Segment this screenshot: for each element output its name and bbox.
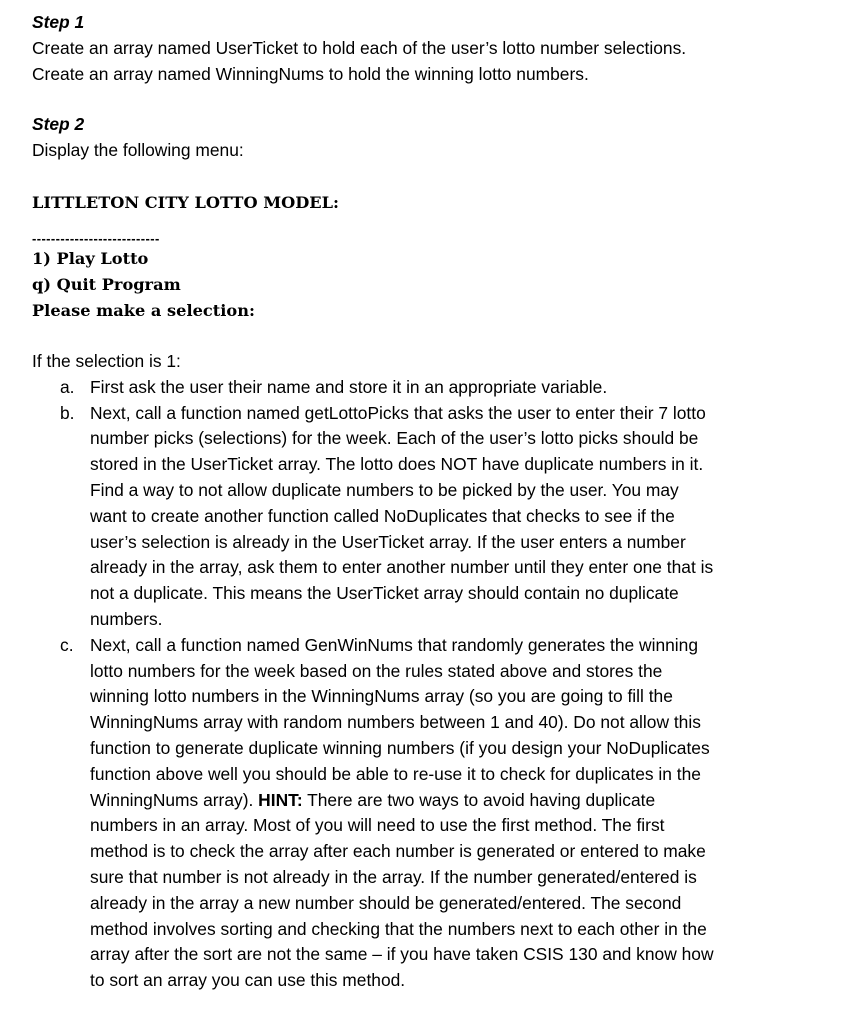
list-line: Next, call a function named GenWinNums that randomly generates the winning <box>90 634 699 655</box>
list-line: function to generate duplicate winning numbers (if you design your NoDuplicates <box>90 737 710 758</box>
list-line: already in the array a new number should be generated/entered. The second <box>90 892 682 913</box>
list-line: Next, call a function named getLottoPicks that asks the user to enter their 7 lotto <box>90 402 706 423</box>
list-line: stored in the UserTicket array. The lotto does NOT have duplicate numbers in it. <box>90 454 704 475</box>
list-marker: a. <box>60 376 75 397</box>
step1-heading: Step 1 <box>32 12 85 32</box>
menu-option-quit: q) Quit Program <box>32 274 181 294</box>
list-line: lotto numbers for the week based on the rules stated above and stores the <box>90 660 663 681</box>
list-item-b <box>32 401 842 633</box>
list-marker: b. <box>60 402 75 423</box>
list-line: numbers. <box>90 608 163 629</box>
list-line: Find a way to not allow duplicate numbers to be picked by the user. You may <box>90 479 679 500</box>
list-line: method involves sorting and checking that the numbers next to each other in the <box>90 918 707 939</box>
hint-label: HINT: <box>258 789 303 810</box>
list-line: array after the sort are not the same – if you have taken CSIS 130 and know how <box>90 944 714 965</box>
list-line-text: WinningNums array). <box>90 789 254 810</box>
list-line: function above well you should be able to re-use it to check for duplicates in the <box>90 763 701 784</box>
list-line: already in the array, ask them to enter another number until they enter one that is <box>90 557 714 578</box>
selection-intro: If the selection is 1: <box>32 350 181 371</box>
list-line: to sort an array you can use this method. <box>90 970 406 991</box>
list-line: method is to check the array after each number is generated or entered to make <box>90 841 706 862</box>
list-line: not a duplicate. This means the UserTicket array should contain no duplicate <box>90 583 679 604</box>
list-line-hint <box>90 788 842 814</box>
menu-option-play: 1) Play Lotto <box>32 248 149 268</box>
step1-line-2: Create an array named WinningNums to hold the winning lotto numbers. <box>32 63 589 84</box>
list-marker: c. <box>60 634 74 655</box>
list-item-c <box>32 633 842 994</box>
list-line: First ask the user their name and store it in an appropriate variable. <box>90 376 608 397</box>
list-line: WinningNums array with random numbers between 1 and 40). Do not allow this <box>90 712 701 733</box>
menu-title: LITTLETON CITY LOTTO MODEL: <box>32 192 339 212</box>
step2-heading: Step 2 <box>32 114 85 135</box>
menu-prompt: Please make a selection: <box>32 300 255 320</box>
list-line: user’s selection is already in the UserTicket array. If the user enters a number <box>90 531 686 552</box>
list-item-a <box>32 375 842 401</box>
list-line: number picks (selections) for the week. Each of the user’s lotto picks should be <box>90 428 699 449</box>
list-line: winning lotto numbers in the WinningNums array (so you are going to fill the <box>90 686 673 707</box>
list-line: want to create another function called NoDuplicates that checks to see if the <box>90 505 675 526</box>
assignment-text <box>32 10 842 994</box>
list-line: sure that number is not already in the array. If the number generated/entered is <box>90 866 697 887</box>
hint-text: There are two ways to avoid having duplicate <box>302 789 656 810</box>
list-line: numbers in an array. Most of you will need to use the first method. The first <box>90 815 665 836</box>
instruction-list <box>32 375 842 994</box>
step2-line: Display the following menu: <box>32 140 244 161</box>
step1-line-1: Create an array named UserTicket to hold each of the user’s lotto number selections. <box>32 37 687 58</box>
menu-divider: --------------------------- <box>32 230 160 246</box>
